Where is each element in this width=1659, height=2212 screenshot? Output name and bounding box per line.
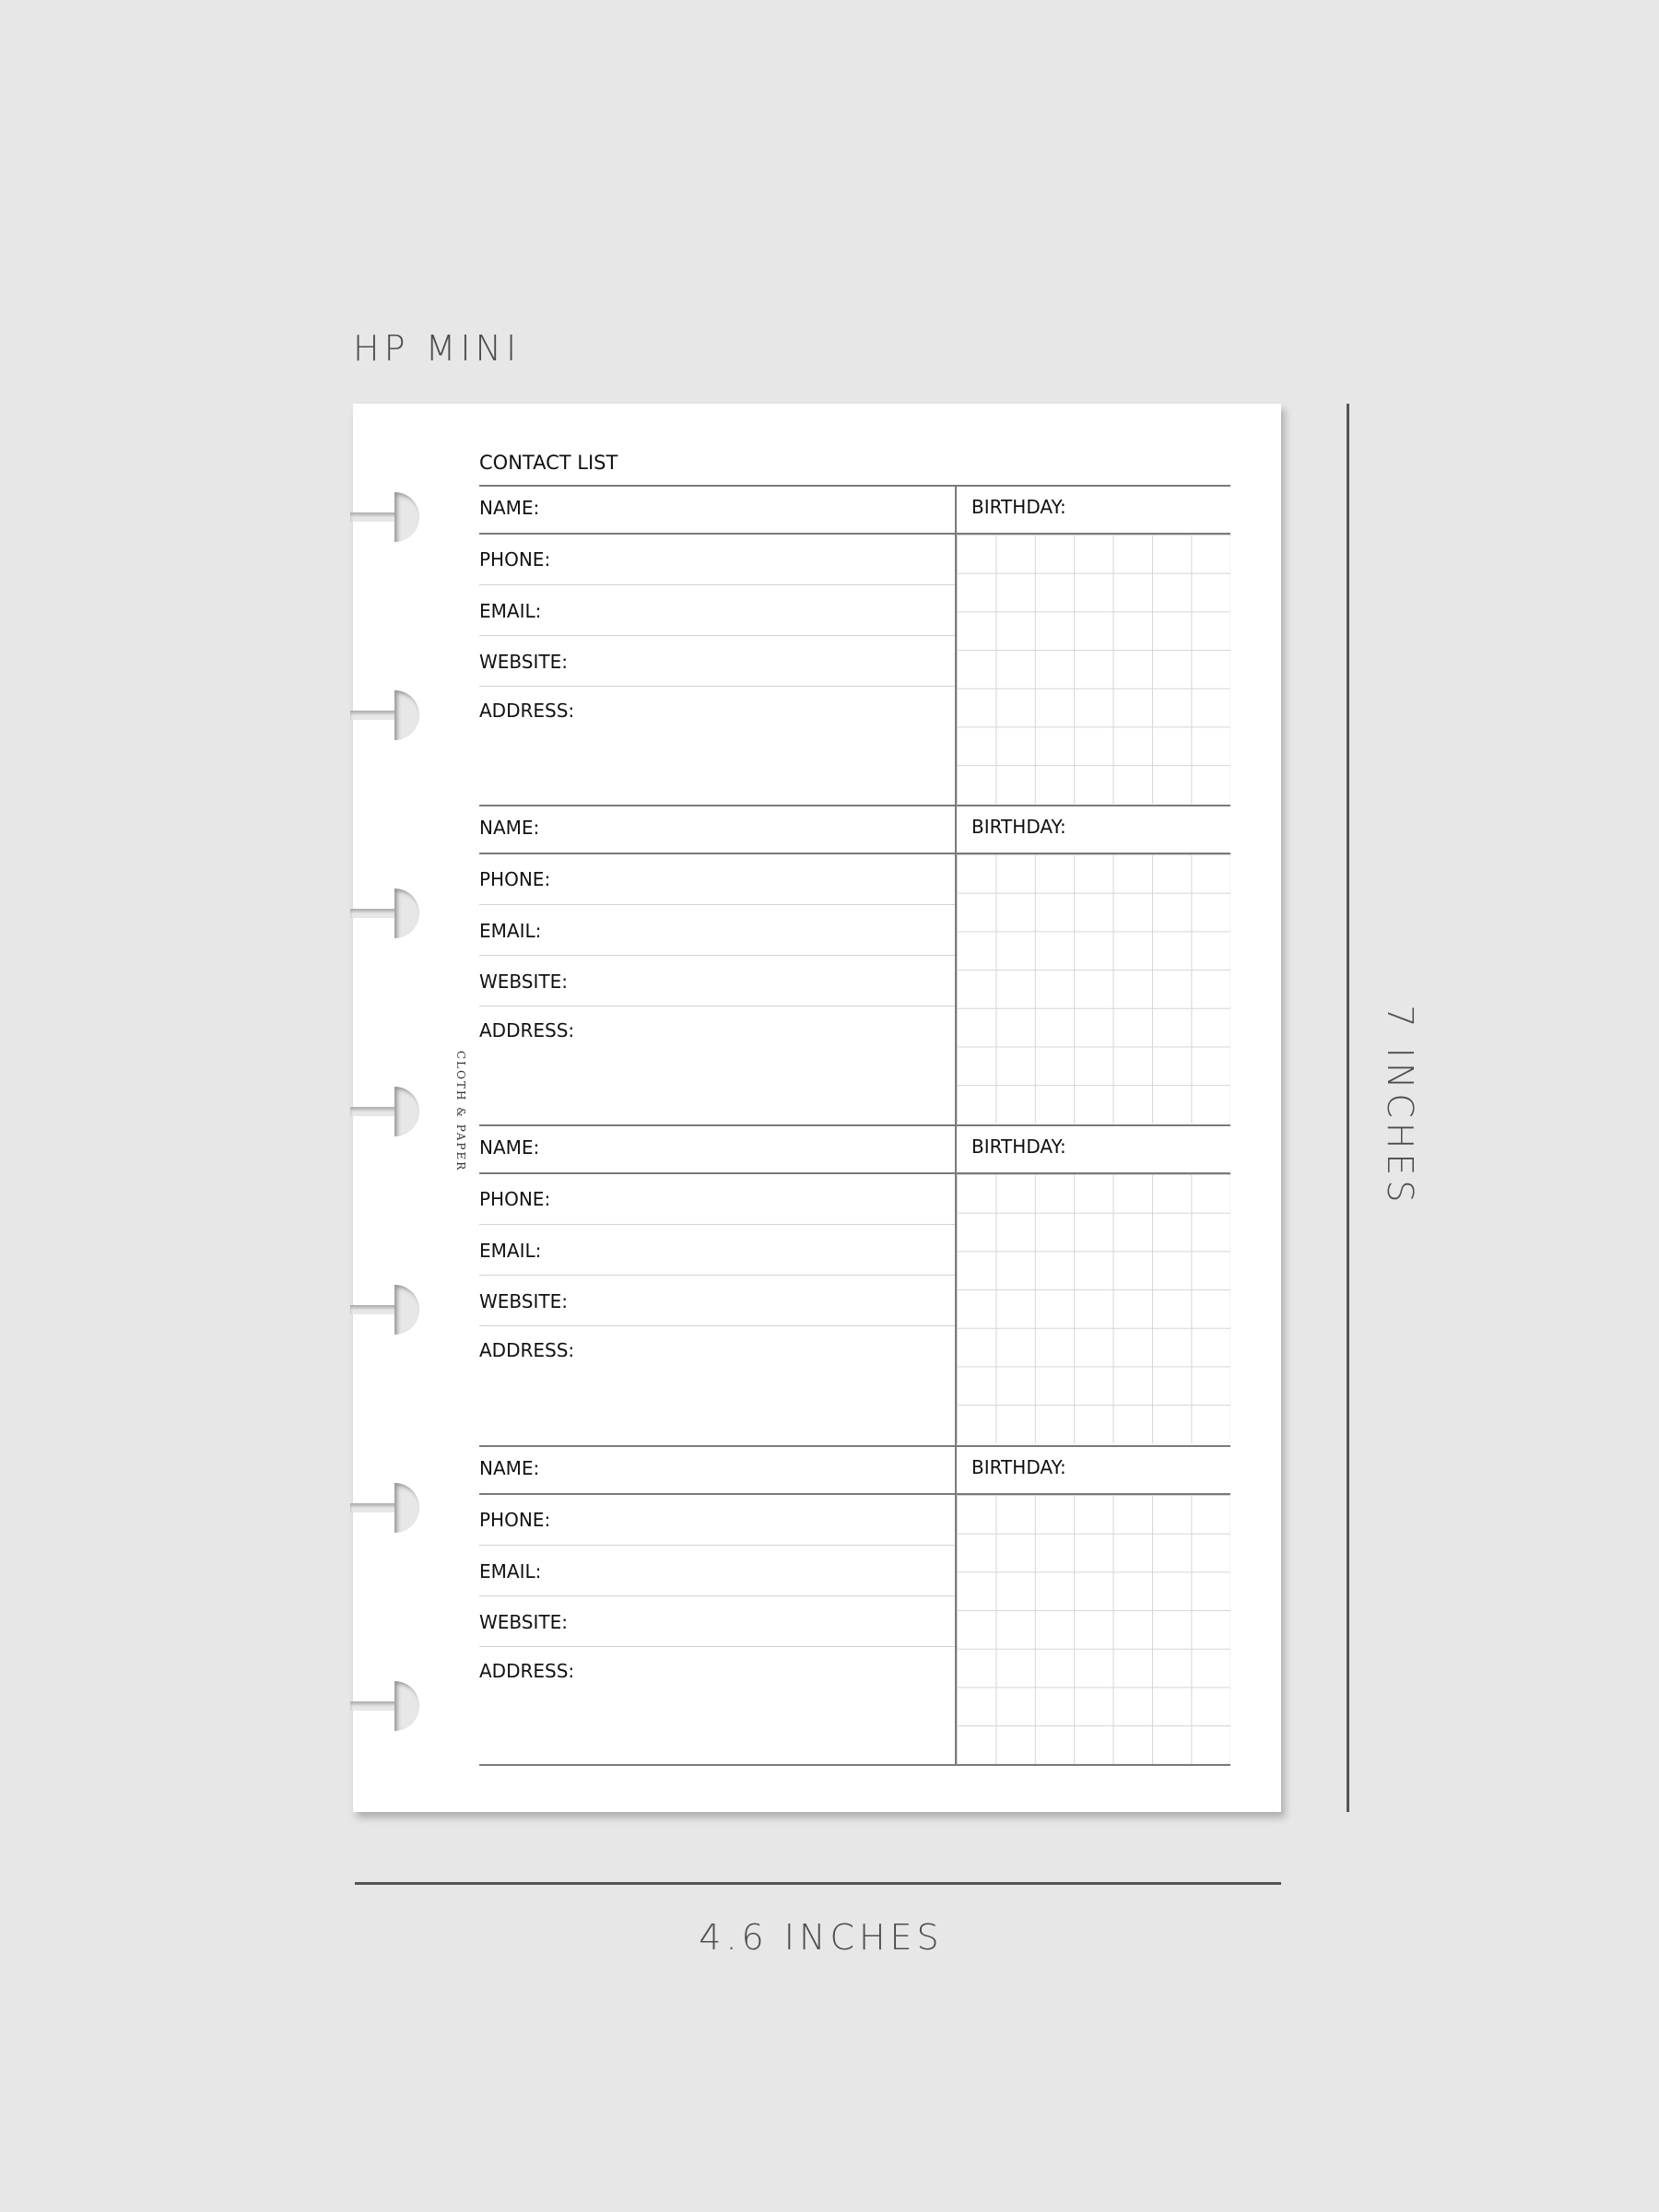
email-label: EMAIL:	[479, 1240, 542, 1262]
top-rule	[479, 1124, 1230, 1126]
brand-mark: CLOTH & PAPER	[454, 1051, 467, 1172]
birthday-label: BIRTHDAY:	[971, 496, 1066, 518]
disc-binding-hole	[350, 1285, 429, 1335]
contact-entry	[479, 1124, 1230, 1445]
disc-binding-hole	[350, 1483, 429, 1533]
field-rule	[479, 584, 956, 585]
name-label: NAME:	[479, 817, 540, 839]
name-label: NAME:	[479, 1457, 540, 1479]
top-rule	[479, 1445, 1230, 1447]
phone-label: PHONE:	[479, 1509, 551, 1531]
field-rule	[479, 1595, 956, 1596]
disc-binding-hole	[350, 492, 429, 542]
email-label: EMAIL:	[479, 920, 542, 942]
website-label: WEBSITE:	[479, 1611, 568, 1633]
address-label: ADDRESS:	[479, 700, 575, 722]
field-rule	[479, 1224, 956, 1225]
field-rule	[479, 1275, 956, 1276]
contact-entry	[479, 485, 1230, 806]
name-label: NAME:	[479, 497, 540, 519]
field-rule	[479, 686, 956, 687]
phone-label: PHONE:	[479, 1188, 551, 1210]
field-rule	[479, 955, 956, 956]
planner-page	[353, 404, 1281, 1812]
height-dimension-label: 7 INCHES	[1380, 1005, 1420, 1207]
notes-grid	[957, 1495, 1230, 1764]
website-label: WEBSITE:	[479, 971, 568, 993]
planner-size-title: HP MINI	[353, 328, 522, 369]
birthday-label: BIRTHDAY:	[971, 1135, 1066, 1158]
notes-grid	[957, 854, 1230, 1124]
field-rule	[479, 1325, 956, 1326]
address-label: ADDRESS:	[479, 1019, 575, 1041]
website-label: WEBSITE:	[479, 651, 568, 673]
notes-grid	[957, 535, 1230, 804]
phone-label: PHONE:	[479, 868, 551, 890]
disc-binding-hole	[350, 888, 429, 938]
contact-entry	[479, 805, 1230, 1125]
disc-binding-hole	[350, 690, 429, 740]
contact-entry	[479, 1445, 1230, 1766]
disc-binding-hole	[350, 1681, 429, 1731]
width-dimension-line	[355, 1882, 1281, 1885]
address-label: ADDRESS:	[479, 1339, 575, 1361]
website-label: WEBSITE:	[479, 1290, 568, 1312]
name-label: NAME:	[479, 1136, 540, 1159]
page-title: CONTACT LIST	[479, 452, 618, 474]
top-rule	[479, 805, 1230, 806]
disc-binding-hole	[350, 1087, 429, 1136]
width-dimension-label: 4.6 INCHES	[699, 1917, 944, 1958]
field-rule	[479, 1545, 956, 1546]
email-label: EMAIL:	[479, 600, 542, 622]
phone-label: PHONE:	[479, 548, 551, 571]
field-rule	[479, 635, 956, 636]
field-rule	[479, 904, 956, 905]
bottom-rule	[479, 1764, 1230, 1766]
field-rule	[479, 1646, 956, 1647]
top-rule	[479, 485, 1230, 487]
birthday-label: BIRTHDAY:	[971, 816, 1066, 838]
email-label: EMAIL:	[479, 1560, 542, 1583]
birthday-label: BIRTHDAY:	[971, 1456, 1066, 1478]
notes-grid	[957, 1174, 1230, 1443]
height-dimension-line	[1347, 404, 1349, 1812]
address-label: ADDRESS:	[479, 1660, 575, 1682]
